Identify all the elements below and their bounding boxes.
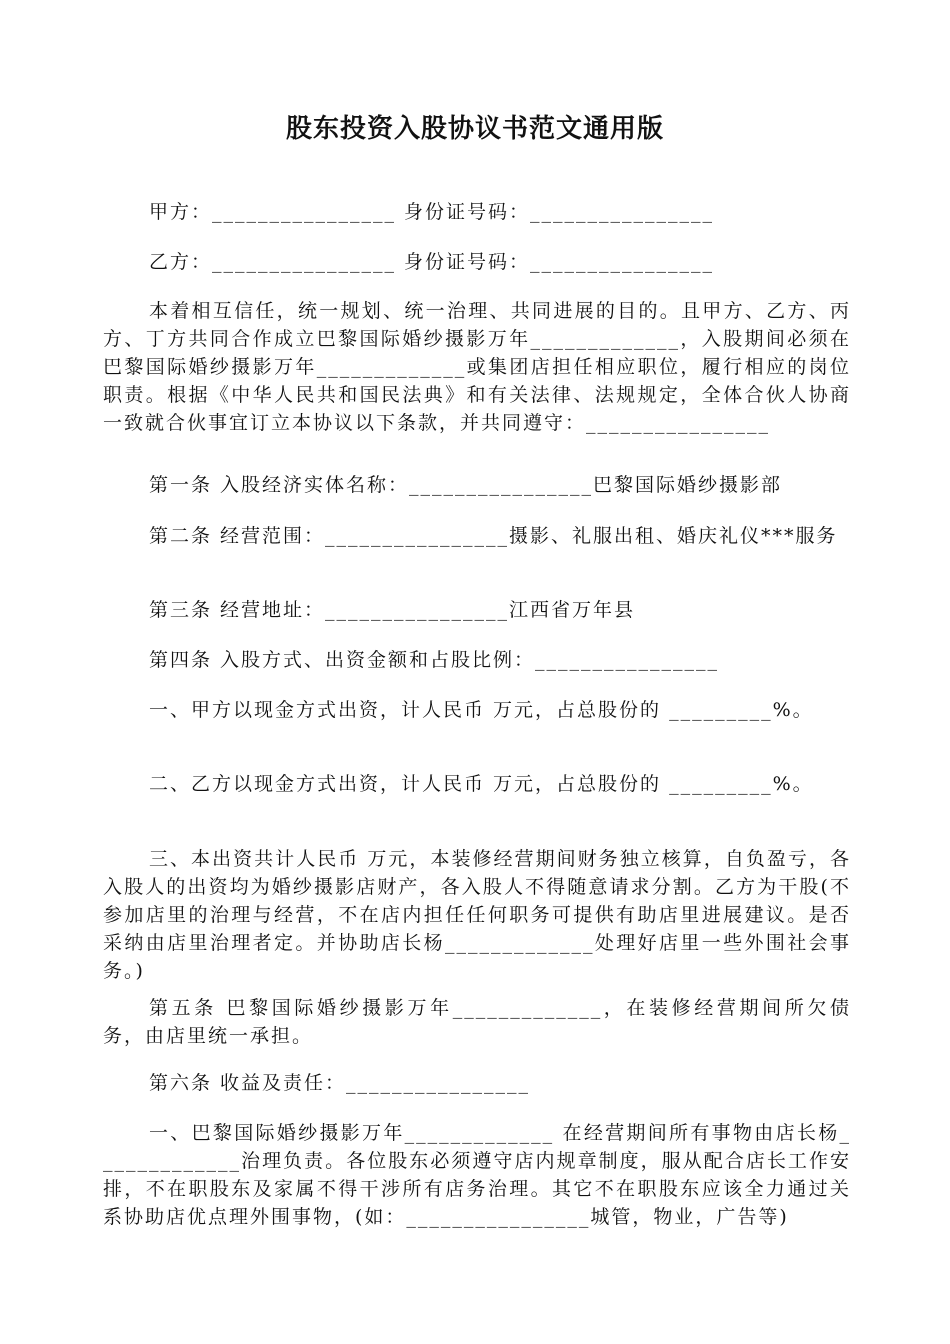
document-title: 股东投资入股协议书范文通用版 xyxy=(285,114,664,144)
article-4-clause-1: 一、甲方以现金方式出资，计人民币 万元，占总股份的 _________%。 xyxy=(149,699,814,721)
preamble-paragraph: 本着相互信任，统一规划、统一治理、共同进展的目的。且甲方、乙方、丙方、丁方共同合作成立巴黎国际婚纱摄影万年_____________，入股期间必须在巴黎国际婚纱摄影万年_____________或集团店担任相应职位，履行相应的岗位职责。根据《中华人民共和国民法典》和有关法律、法规规定，全体合伙人协商一致就合伙事宜订立本协议以下条款，并共同遵守：________________ xyxy=(103,300,851,434)
article-4: 第四条 入股方式、出资金额和占股比例：________________ xyxy=(149,649,720,671)
party-b-line: 乙方：________________ 身份证号码：________________ xyxy=(149,251,715,273)
party-a-line: 甲方：________________ 身份证号码：________________ xyxy=(149,201,715,223)
article-3: 第三条 经营地址：________________江西省万年县 xyxy=(149,599,636,621)
article-5: 第五条 巴黎国际婚纱摄影万年_____________，在装修经营期间所欠债务，由店里统一承担。 xyxy=(103,997,851,1047)
article-6: 第六条 收益及责任：________________ xyxy=(149,1072,531,1094)
article-4-clause-3: 三、本出资共计人民币 万元，本装修经营期间财务独立核算，自负盈亏，各入股人的出资均为婚纱摄影店财产，各入股人不得随意请求分割。乙方为干股(不参加店里的治理与经营，不在店内担任任何职务可提供有助店里进展建议。是否采纳由店里治理者定。并协助店长杨_____________处理好店里一些外围社会事务。) xyxy=(103,848,851,982)
article-4-clause-2: 二、乙方以现金方式出资，计人民币 万元，占总股份的 _________%。 xyxy=(149,773,814,795)
article-6-clause-1: 一、巴黎国际婚纱摄影万年_____________ 在经营期间所有事物由店长杨_____________治理负责。各位股东必须遵守店内规章制度，服从配合店长工作安排，不在职股东及家属不得干涉所有店务治理。其它不在职股东应该全力通过关系协助店优点理外围事物，(如：________________城管，物业，广告等) xyxy=(103,1122,851,1228)
article-2: 第二条 经营范围：________________摄影、礼服出租、婚庆礼仪***服务 xyxy=(149,525,838,547)
article-1: 第一条 入股经济实体名称：________________巴黎国际婚纱摄影部 xyxy=(149,474,783,496)
